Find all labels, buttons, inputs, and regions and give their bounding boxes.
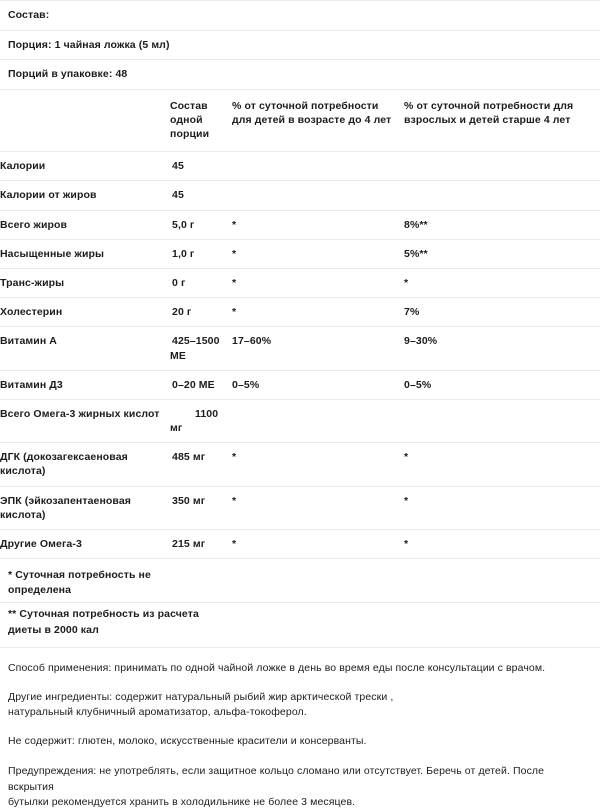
row-nutrient-name: Холестерин <box>0 298 170 327</box>
row-percent-children: * <box>232 298 404 327</box>
row-amount-per-serving <box>170 152 232 181</box>
row-percent-adults: * <box>404 486 600 529</box>
row-nutrient-name: Другие Омега-3 <box>0 529 170 558</box>
row-percent-children: * <box>232 268 404 297</box>
row-amount-value: 485 мг <box>172 451 206 464</box>
row-percent-adults <box>404 152 600 181</box>
row-amount-value: 350 мг <box>172 494 206 507</box>
free-from-paragraph: Не содержит: глютен, молоко, искусственные красители и консерванты. <box>8 735 367 748</box>
row-percent-children: * <box>232 529 404 558</box>
composition-label: Состав: <box>8 9 50 21</box>
table-row <box>0 181 600 210</box>
row-percent-adults: 0–5% <box>404 370 600 399</box>
warnings-paragraph <box>8 750 592 811</box>
row-nutrient-name: Калории от жиров <box>0 181 170 210</box>
table-row <box>0 529 600 558</box>
row-amount-per-serving <box>170 239 232 268</box>
column-header-amount: Состав одной порции <box>170 90 232 152</box>
other-ingredients-line-2: натуральный клубничный ароматизатор, альфа-токоферол. <box>8 706 307 719</box>
row-amount-per-serving <box>170 529 232 558</box>
table-header-row <box>0 90 600 152</box>
row-amount-value: 1100 мг <box>170 407 219 435</box>
table-row <box>0 152 600 181</box>
row-amount-per-serving <box>170 443 232 486</box>
row-nutrient-name: Насыщенные жиры <box>0 239 170 268</box>
row-percent-children <box>232 399 404 442</box>
table-row <box>0 298 600 327</box>
row-amount-value: 5,0 г <box>172 218 195 231</box>
row-percent-adults: 9–30% <box>404 327 600 370</box>
row-amount-per-serving <box>170 370 232 399</box>
table-row <box>0 268 600 297</box>
row-amount-value: 45 <box>172 189 184 202</box>
row-percent-adults <box>404 181 600 210</box>
warnings-line-2: бутылки рекомендуется хранить в холодильнике не более 3 месяцев. <box>8 796 356 809</box>
row-percent-adults <box>404 399 600 442</box>
row-amount-value: 20 г <box>172 306 192 319</box>
table-row <box>0 399 600 442</box>
footnote-single-star: * Суточная потребность не определена <box>8 569 151 597</box>
warnings-line-1: Предупреждения: не употреблять, если защитное кольцо сломано или отсутствует. Беречь от детей. После вскрытия <box>8 764 545 793</box>
row-percent-children: * <box>232 210 404 239</box>
row-nutrient-name: Витамин А <box>0 327 170 370</box>
notes-block <box>0 648 600 811</box>
row-percent-children: * <box>232 239 404 268</box>
row-percent-children <box>232 181 404 210</box>
row-amount-per-serving <box>170 210 232 239</box>
row-percent-children: 0–5% <box>232 370 404 399</box>
row-amount-value: 215 мг <box>172 537 206 550</box>
footnote-double-star: ** Суточная потребность из расчета диеты в 2000 кал <box>8 608 199 636</box>
column-header-adults: % от суточной потребности для взрослых и детей старше 4 лет <box>404 90 600 152</box>
nutrition-table <box>0 90 600 559</box>
servings-per-container-label: Порций в упаковке: 48 <box>8 68 128 81</box>
table-row <box>0 327 600 370</box>
row-percent-children: 17–60% <box>232 327 404 370</box>
row-percent-adults: * <box>404 268 600 297</box>
serving-size-label: Порция: 1 чайная ложка (5 мл) <box>8 38 170 51</box>
row-amount-value: 45 <box>172 160 184 173</box>
row-amount-per-serving <box>170 327 232 370</box>
row-nutrient-name: Всего жиров <box>0 210 170 239</box>
table-row <box>0 210 600 239</box>
row-nutrient-name: Витамин Д3 <box>0 370 170 399</box>
row-percent-children <box>232 152 404 181</box>
row-percent-adults: 7% <box>404 298 600 327</box>
row-amount-per-serving <box>170 399 232 442</box>
column-header-name <box>0 90 170 152</box>
table-row <box>0 486 600 529</box>
row-percent-children: * <box>232 443 404 486</box>
other-ingredients-paragraph <box>8 677 592 722</box>
row-percent-adults: 8%** <box>404 210 600 239</box>
row-nutrient-name: Всего Омега-3 жирных кислот <box>0 399 170 442</box>
usage-paragraph: Способ применения: принимать по одной чайной ложке в день во время еды после консультации с врачом. <box>8 661 546 674</box>
row-nutrient-name: Калории <box>0 152 170 181</box>
other-ingredients-line-1: Другие ингредиенты: содержит натуральный рыбий жир арктической трески , <box>8 690 394 703</box>
row-nutrient-name: ДГК (докозагексаеновая кислота) <box>0 443 170 486</box>
row-percent-adults: * <box>404 443 600 486</box>
row-percent-adults: 5%** <box>404 239 600 268</box>
column-header-kids: % от суточной потребности для детей в возрасте до 4 лет <box>232 90 404 152</box>
row-percent-children: * <box>232 486 404 529</box>
row-nutrient-name: ЭПК (эйкозапентаеновая кислота) <box>0 486 170 529</box>
table-row <box>0 443 600 486</box>
row-amount-per-serving <box>170 181 232 210</box>
row-percent-adults: * <box>404 529 600 558</box>
row-amount-value: 0–20 МЕ <box>172 378 215 391</box>
row-amount-per-serving <box>170 486 232 529</box>
row-amount-per-serving <box>170 298 232 327</box>
row-nutrient-name: Транс-жиры <box>0 268 170 297</box>
row-amount-value: 0 г <box>172 276 186 289</box>
table-row <box>0 370 600 399</box>
row-amount-value: 1,0 г <box>172 247 195 260</box>
row-amount-value: 425–1500 МЕ <box>170 335 220 362</box>
table-row <box>0 239 600 268</box>
row-amount-per-serving <box>170 268 232 297</box>
